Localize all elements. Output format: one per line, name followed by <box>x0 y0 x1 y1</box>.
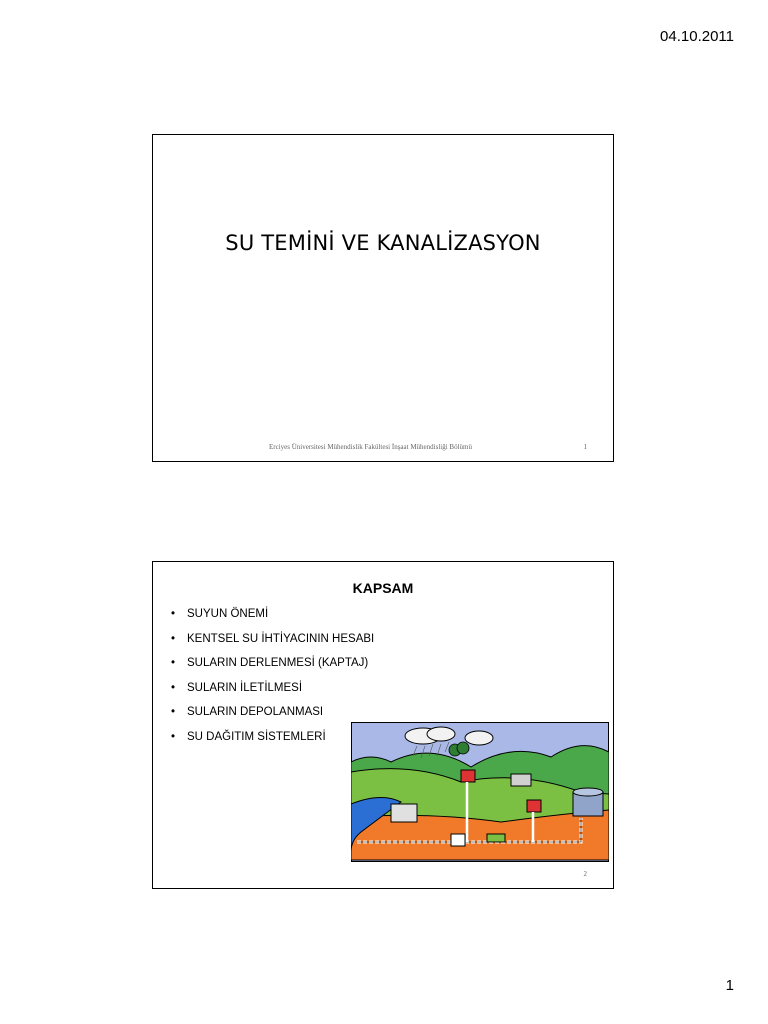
slide-1-number: 1 <box>583 443 587 451</box>
slide-1-title: SU TEMİNİ VE KANALİZASYON <box>225 231 541 255</box>
list-item: • SULARIN DEPOLANMASI <box>171 706 324 718</box>
bullet-icon: • <box>171 681 176 694</box>
bullet-icon: • <box>171 657 176 669</box>
list-item: • SULARIN DERLENMESİ (KAPTAJ) <box>171 657 369 669</box>
water-system-illustration <box>351 722 609 862</box>
slide-1-footer: Erciyes Üniversitesi Mühendislik Fakültesi İnşaat Mühendisliği Bölümü <box>269 443 472 451</box>
bullet-icon: • <box>171 608 176 620</box>
slide-2-number: 2 <box>583 870 587 878</box>
slide-2 <box>152 561 614 889</box>
list-item: • SU DAĞITIM SİSTEMLERİ <box>171 730 326 743</box>
page-number: 1 <box>725 977 734 994</box>
bullet-icon: • <box>171 706 176 718</box>
bullet-list <box>171 608 374 755</box>
slide-1 <box>152 134 614 462</box>
list-item: • KENTSEL SU İHTİYACININ HESABI <box>171 632 375 645</box>
bullet-icon: • <box>171 632 176 645</box>
list-item: • SUYUN ÖNEMİ <box>171 608 269 620</box>
bullet-icon: • <box>171 730 176 743</box>
handout-date: 04.10.2011 <box>660 28 734 45</box>
list-item: • SULARIN İLETİLMESİ <box>171 681 303 694</box>
slide-2-title: KAPSAM <box>352 580 414 596</box>
